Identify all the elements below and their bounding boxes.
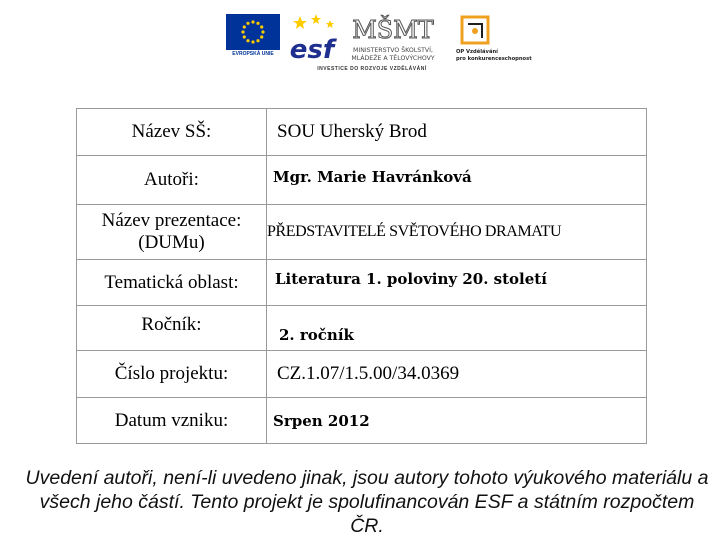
footer-note: Uvedení autoři, není-li uvedeno jinak, jsou autory tohoto výukového materiálu a všech jeho částí. Tento projekt je spolufinancován ESF a státním rozpočtem ČR. (25, 467, 709, 537)
table-row (77, 398, 647, 444)
table-row (77, 260, 647, 306)
authors-label: Autoři: (77, 156, 267, 205)
msmt-logo-icon (346, 12, 441, 68)
presentation-name-value: PŘEDSTAVITELÉ SVĚTOVÉHO DRAMATU (267, 205, 647, 260)
svg-text:pro konkurenceschopnost: pro konkurenceschopnost (456, 56, 532, 62)
presentation-name-label: Název prezentace: (DUMu) (77, 205, 267, 260)
esf-logo-icon (286, 14, 340, 64)
eu-flag-icon (226, 14, 280, 50)
school-value: SOU Uherský Brod (267, 109, 647, 156)
eu-label: EVROPSKÁ UNIE (232, 51, 274, 57)
authors-value: Mgr. Marie Havránková (267, 156, 647, 205)
table-row (77, 351, 647, 398)
date-label: Datum vzniku: (77, 398, 267, 444)
svg-text:OP Vzdělávání: OP Vzdělávání (456, 49, 498, 55)
logo-strip (222, 8, 532, 78)
topic-value: Literatura 1. poloviny 20. století (267, 260, 647, 306)
date-value: Srpen 2012 (267, 398, 647, 444)
svg-text:MŠMT: MŠMT (352, 16, 434, 44)
table-row (77, 306, 647, 351)
table-row (77, 156, 647, 205)
svg-text:MLÁDEŽE A TĚLOVÝCHOVY: MLÁDEŽE A TĚLOVÝCHOVY (351, 55, 435, 62)
topic-label: Tematická oblast: (77, 260, 267, 306)
table-row (77, 205, 647, 260)
grade-value: 2. ročník (267, 306, 647, 351)
svg-text:MINISTERSTVO ŠKOLSTVÍ,: MINISTERSTVO ŠKOLSTVÍ, (353, 47, 433, 54)
grade-label: Ročník: (77, 306, 267, 351)
op-vk-logo-icon (454, 14, 532, 64)
project-number-label: Číslo projektu: (77, 351, 267, 398)
school-label: Název SŠ: (77, 109, 267, 156)
investice-slogan: INVESTICE DO ROZVOJE VZDĚLÁVÁNÍ (317, 66, 427, 72)
info-table (76, 108, 647, 444)
table-row (77, 109, 647, 156)
project-number-value: CZ.1.07/1.5.00/34.0369 (267, 351, 647, 398)
svg-text:esf: esf (289, 35, 335, 65)
